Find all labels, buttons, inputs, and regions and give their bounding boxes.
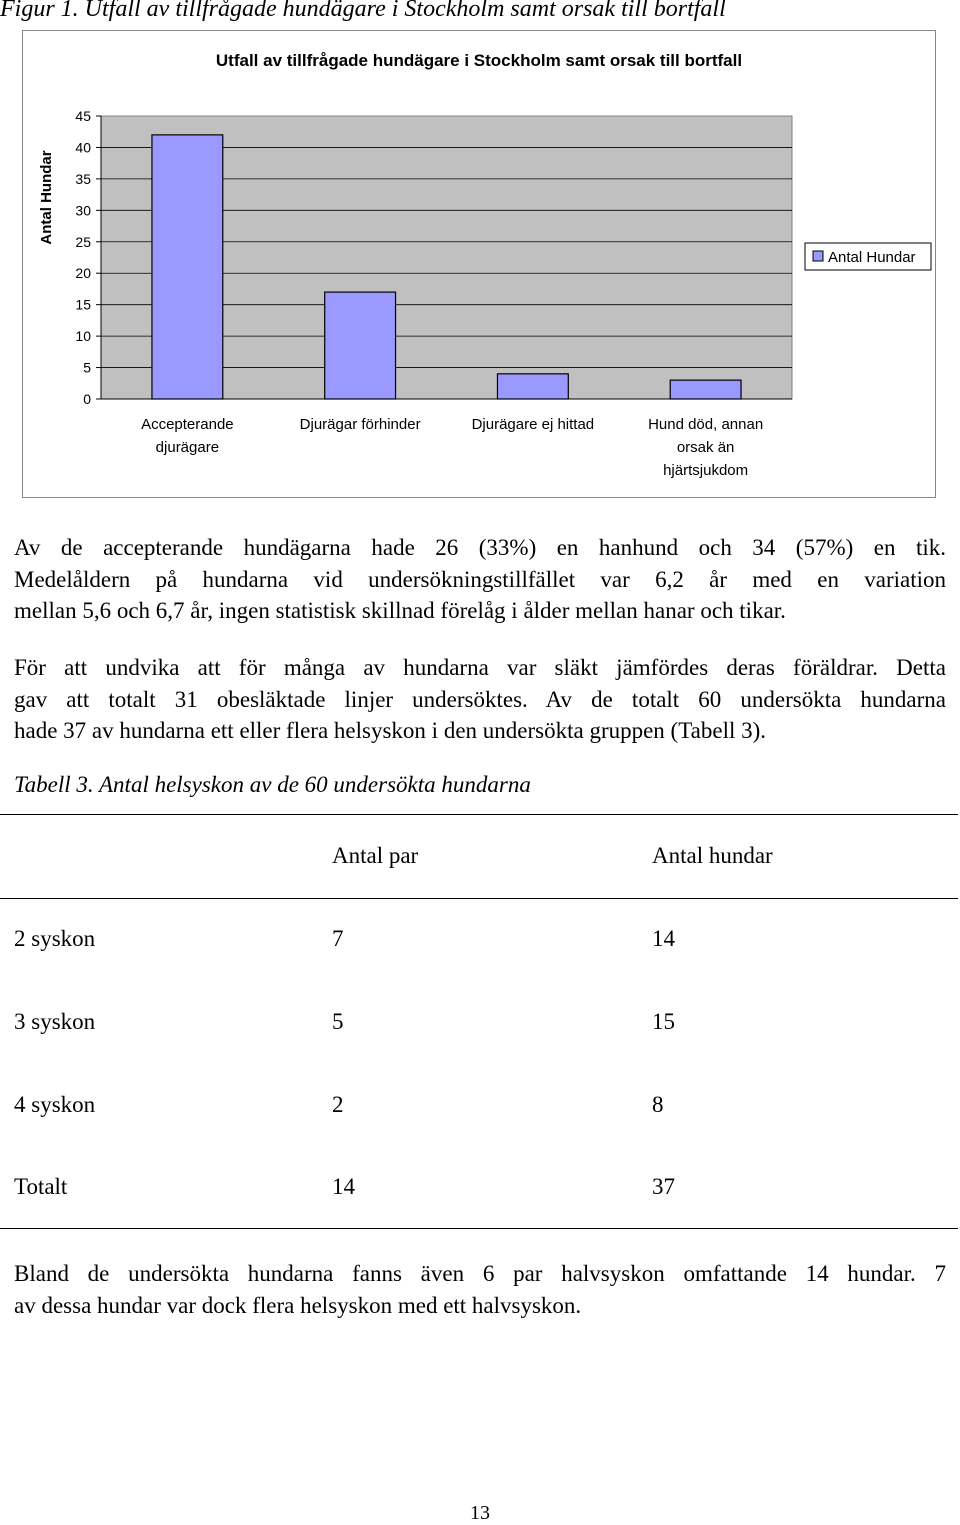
bar: [325, 292, 396, 399]
y-tick-label: 0: [83, 391, 91, 407]
y-tick-label: 5: [83, 359, 91, 376]
table-cell: 5: [332, 1009, 344, 1034]
legend-swatch: [813, 251, 823, 261]
paragraph-1: [14, 532, 946, 627]
bar: [497, 374, 568, 399]
paragraph-3: [14, 1258, 946, 1321]
legend-label: Antal Hundar: [828, 249, 916, 266]
table-header-rule: [0, 898, 958, 899]
x-tick-label: Hund död, annan: [648, 416, 764, 433]
table-caption: Tabell 3. Antal helsyskon av de 60 undersökta hundarna: [14, 772, 531, 797]
y-tick-label: 20: [75, 265, 91, 282]
table-cell: 14: [652, 926, 675, 951]
x-tick-label: Djurägare ej hittad: [471, 416, 595, 433]
x-tick-label: djurägare: [155, 439, 220, 456]
table-cell: Totalt: [14, 1174, 68, 1199]
bar-chart: [22, 30, 936, 498]
y-axis-label: Antal Hundar: [38, 150, 55, 245]
y-tick-label: 40: [75, 139, 91, 156]
paragraph-line: Bland de undersökta hundarna fanns även 6 par halvsyskon omfattande 14 hundar. 7: [14, 1261, 946, 1286]
x-tick-label: Djurägar förhinder: [299, 416, 421, 433]
paragraph-line: hade 37 av hundarna ett eller flera helsyskon i den undersökta gruppen (Tabell 3).: [14, 718, 767, 743]
figure-caption: Figur 1. Utfall av tillfrågade hundägare i Stockholm samt orsak till bortfall: [0, 0, 726, 22]
x-tick-label: Accepterande: [141, 416, 234, 433]
y-tick-label: 35: [75, 170, 91, 187]
chart-title: Utfall av tillfrågade hundägare i Stockholm samt orsak till bortfall: [215, 51, 743, 70]
y-tick-label: 45: [75, 108, 91, 124]
paragraph-line: För att undvika att för många av hundarna var släkt jämfördes deras föräldrar. Detta: [14, 655, 946, 680]
y-tick-label: 10: [75, 328, 91, 345]
paragraph-line: Medelåldern på hundarna vid undersökningstillfället var 6,2 år med en variation: [14, 566, 946, 592]
paragraph-line: gav att totalt 31 obesläktade linjer undersöktes. Av de totalt 60 undersökta hundarna: [14, 686, 946, 712]
page-number: 13: [470, 1502, 490, 1524]
x-tick-label: hjärtsjukdom: [663, 462, 749, 479]
bar-chart-svg: [23, 31, 935, 497]
paragraph-line: Av de accepterande hundägarna hade 26 (33%) en hanhund och 34 (57%) en tik.: [14, 535, 946, 560]
table-bottom-rule: [0, 1228, 958, 1229]
table-cell: 14: [332, 1174, 355, 1199]
table-cell: 2: [332, 1092, 344, 1117]
table-top-rule: [0, 814, 958, 815]
y-tick-label: 30: [75, 202, 91, 219]
bar: [670, 380, 741, 399]
table-header-antal-par: Antal par: [332, 843, 419, 868]
table-cell: 37: [652, 1174, 675, 1199]
table-cell: 4 syskon: [14, 1092, 96, 1117]
y-tick-label: 15: [75, 296, 91, 313]
table-cell: 15: [652, 1009, 675, 1034]
table-header-antal-hundar: Antal hundar: [652, 843, 773, 868]
table-cell: 8: [652, 1092, 664, 1117]
paragraph-line: av dessa hundar var dock flera helsyskon med ett halvsyskon.: [14, 1292, 582, 1318]
table-cell: 7: [332, 926, 344, 951]
paragraph-2: [14, 652, 946, 747]
y-tick-label: 25: [75, 233, 91, 250]
bar: [152, 135, 223, 399]
paragraph-line: mellan 5,6 och 6,7 år, ingen statistisk skillnad förelåg i ålder mellan hanar och tikar.: [14, 598, 786, 623]
table-cell: 3 syskon: [14, 1009, 96, 1034]
x-tick-label: orsak än: [676, 439, 735, 456]
table-cell: 2 syskon: [14, 926, 96, 951]
